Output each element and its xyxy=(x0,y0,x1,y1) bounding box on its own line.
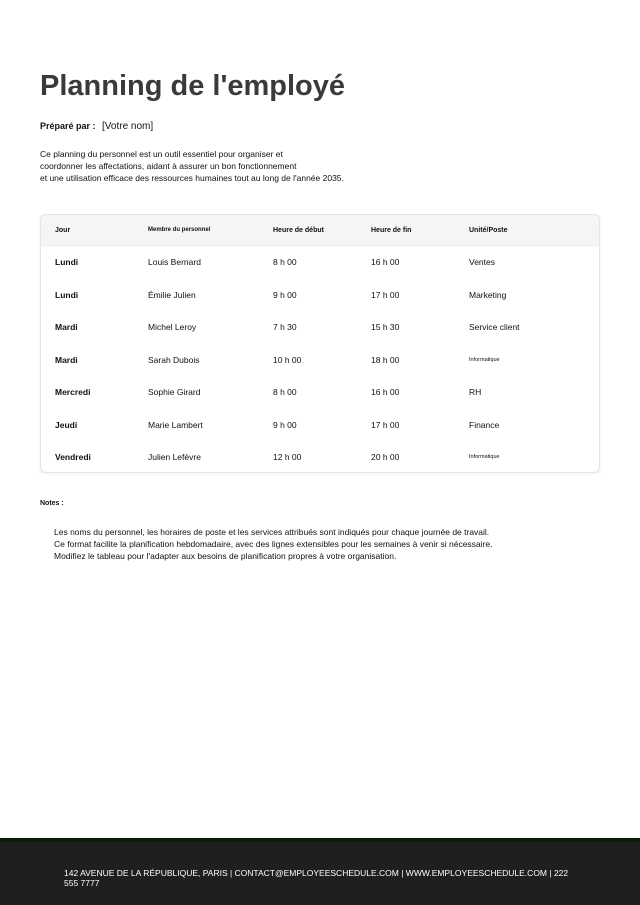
cell-unit: Marketing xyxy=(469,289,507,300)
cell-staff: Julien Lefèvre xyxy=(148,452,201,463)
cell-unit: Finance xyxy=(469,419,500,430)
prepared-by xyxy=(40,121,153,132)
cell-day: Vendredi xyxy=(55,452,91,463)
cell-day: Lundi xyxy=(55,257,79,268)
cell-unit: RH xyxy=(469,387,482,398)
notes-line: Ce format facilite la planification hebdomadaire, avec des lignes extensibles pour les semaines à venir si nécessaire. xyxy=(54,539,493,549)
cell-unit: Service client xyxy=(469,322,520,333)
intro-line: coordonner les affectations, aidant à assurer un bon fonctionnement xyxy=(40,161,297,171)
cell-start: 8 h 00 xyxy=(273,387,297,398)
cell-end: 16 h 00 xyxy=(371,387,400,398)
cell-start: 9 h 00 xyxy=(273,289,297,300)
cell-unit: Informatique xyxy=(469,454,500,461)
cell-end: 17 h 00 xyxy=(371,419,400,430)
header-start: Heure de début xyxy=(273,226,324,234)
table-row xyxy=(41,246,599,279)
cell-start: 12 h 00 xyxy=(273,452,302,463)
cell-end: 17 h 00 xyxy=(371,289,400,300)
cell-unit: Ventes xyxy=(469,257,495,268)
cell-staff: Michel Leroy xyxy=(148,322,197,333)
table-row xyxy=(41,311,599,344)
prepared-by-label: Préparé par : xyxy=(40,121,96,131)
prepared-by-value: [Votre nom] xyxy=(102,121,154,132)
cell-start: 8 h 00 xyxy=(273,257,297,268)
header-day: Jour xyxy=(55,226,71,234)
cell-day: Jeudi xyxy=(55,419,78,430)
notes-label: Notes : xyxy=(40,500,64,507)
table-row xyxy=(41,409,599,442)
intro-paragraph xyxy=(40,148,400,184)
notes-line: Modifiez le tableau pour l'adapter aux besoins de planification propres à votre organisation. xyxy=(54,551,397,561)
footer-contact: 142 AVENUE DE LA RÉPUBLIQUE, PARIS | CONTACT@EMPLOYEESCHEDULE.COM | WWW.EMPLOYEESCHEDULE.COM | 222 555 7777 xyxy=(64,868,569,888)
intro-line: et une utilisation efficace des ressources humaines tout au long de l'année 2035. xyxy=(40,173,344,183)
schedule-table xyxy=(40,214,600,473)
table-row xyxy=(41,344,599,377)
header-unit: Unité/Poste xyxy=(469,226,508,234)
cell-end: 20 h 00 xyxy=(371,452,400,463)
cell-unit: Informatique xyxy=(469,356,500,363)
cell-day: Mardi xyxy=(55,354,78,365)
cell-day: Mardi xyxy=(55,322,78,333)
header-end: Heure de fin xyxy=(371,226,412,234)
cell-end: 15 h 30 xyxy=(371,322,400,333)
cell-start: 7 h 30 xyxy=(273,322,297,333)
cell-day: Lundi xyxy=(55,289,79,300)
cell-staff: Sophie Girard xyxy=(148,387,201,398)
cell-end: 18 h 00 xyxy=(371,354,400,365)
cell-start: 10 h 00 xyxy=(273,354,302,365)
page-title: Planning de l'employé xyxy=(40,70,346,102)
cell-staff: Émilie Julien xyxy=(148,289,196,300)
table-row xyxy=(41,279,599,312)
cell-staff: Marie Lambert xyxy=(148,419,203,430)
cell-staff: Sarah Dubois xyxy=(148,354,200,365)
cell-end: 16 h 00 xyxy=(371,257,400,268)
cell-start: 9 h 00 xyxy=(273,419,297,430)
notes-text xyxy=(54,526,492,562)
table-row xyxy=(41,376,599,409)
intro-line: Ce planning du personnel est un outil essentiel pour organiser et xyxy=(40,149,283,159)
table-row xyxy=(41,441,599,473)
notes-line: Les noms du personnel, les horaires de poste et les services attribués sont indiqués pour chaque journée de travail. xyxy=(54,527,490,537)
header-staff: Membre du personnel xyxy=(148,227,211,233)
table-header-row xyxy=(41,215,599,246)
cell-day: Mercredi xyxy=(55,387,91,398)
cell-staff: Louis Bernard xyxy=(148,257,201,268)
footer xyxy=(0,842,640,905)
